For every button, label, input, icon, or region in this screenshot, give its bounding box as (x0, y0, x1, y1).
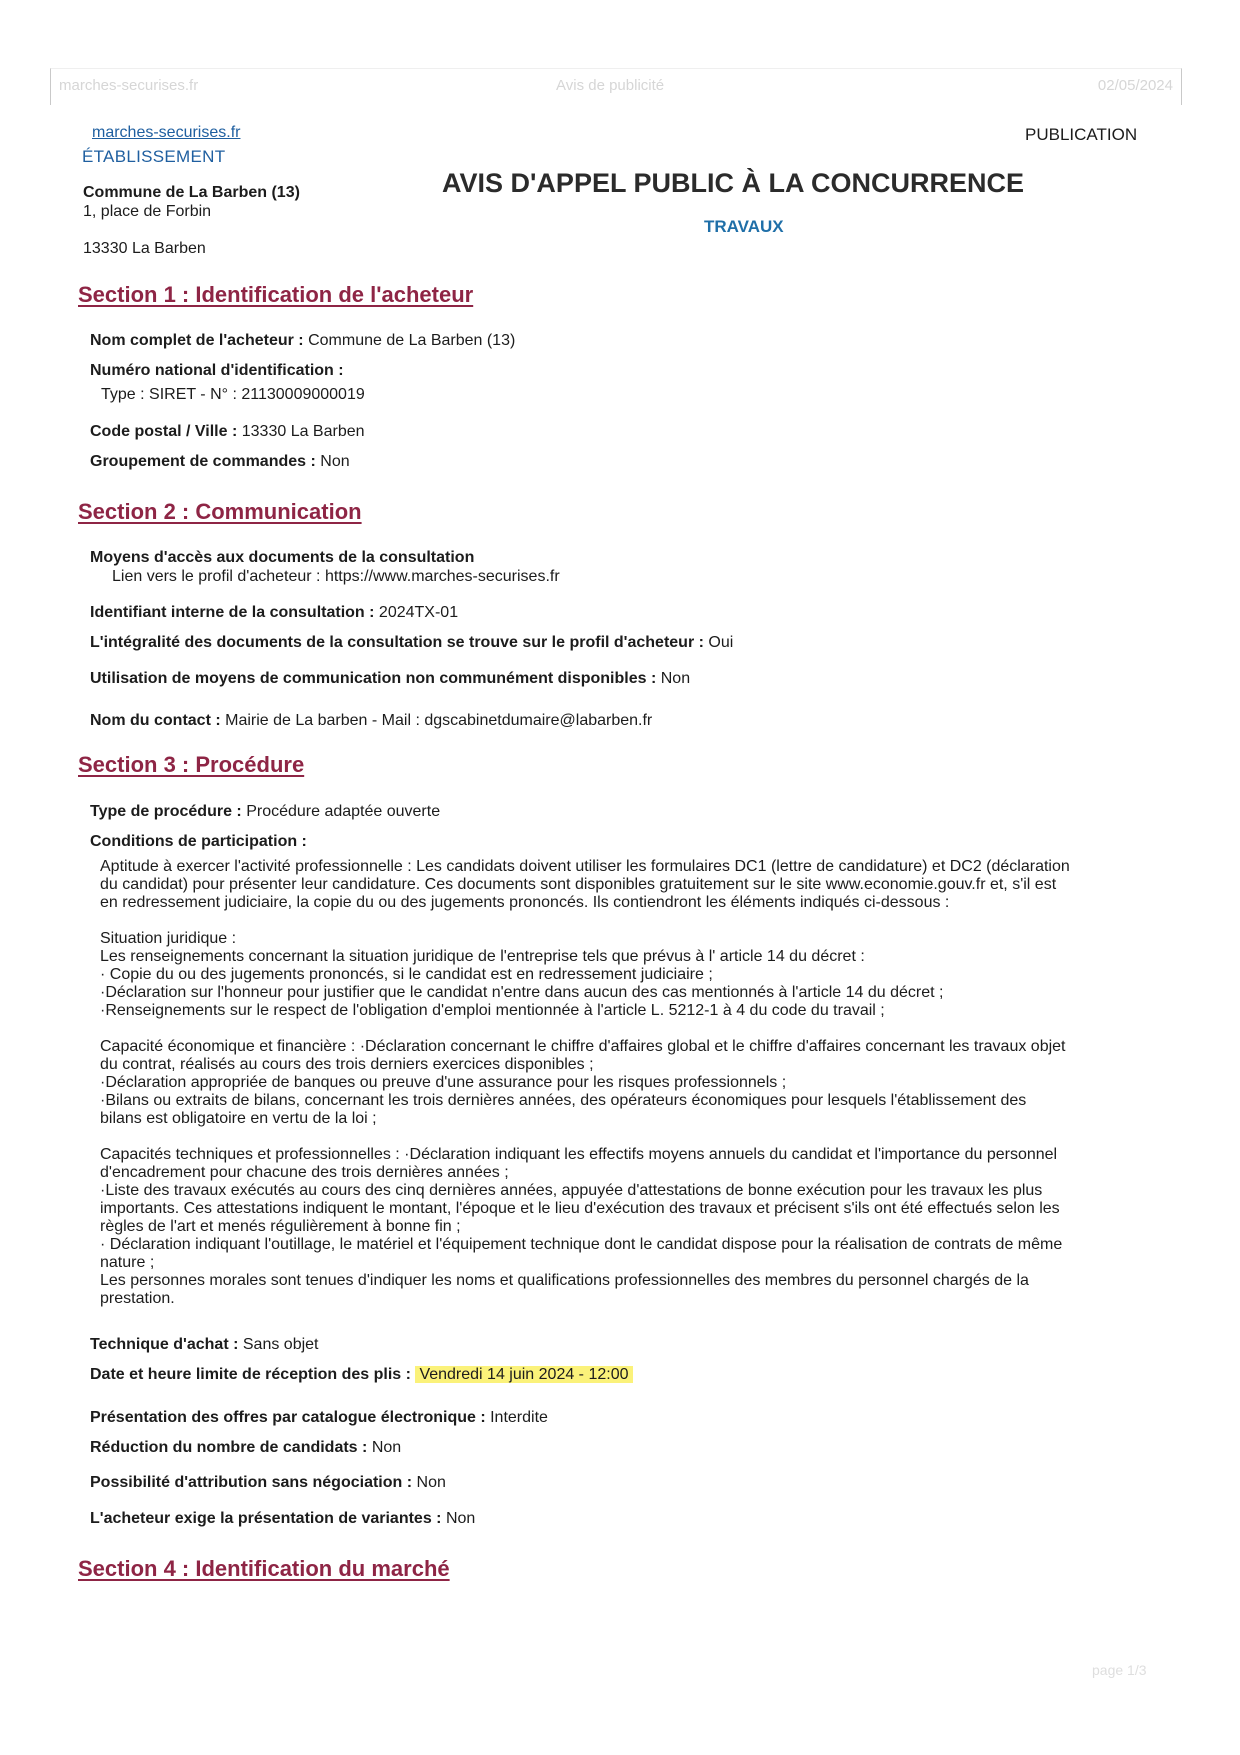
field-procedure-type (90, 803, 440, 821)
field-label: Nom du contact : (90, 712, 221, 729)
field-order-grouping (90, 453, 350, 471)
buyer-profile-link[interactable]: Lien vers le profil d'acheteur : https://www.marches-securises.fr (112, 568, 560, 585)
field-label: Moyens d'accès aux documents de la consultation (90, 549, 475, 566)
participation-conditions-label (90, 833, 307, 851)
blank-line (100, 1128, 1140, 1146)
field-buyer-fullname (90, 332, 515, 350)
text-line: Les renseignements concernant la situation juridique de l'entreprise tels que prévus à l' article 14 du décret : (100, 948, 865, 965)
text-line: en redressement judiciaire, la copie du ou des jugements prononcés. Ils contiendront les éléments indiqués ci-dessous : (100, 894, 950, 911)
text-line: d'encadrement pour chacune des trois dernières années ; (100, 1164, 509, 1181)
text-line: prestation. (100, 1290, 175, 1307)
buyer-address: 1, place de Forbin (83, 203, 212, 220)
field-award-without-negotiation (90, 1474, 446, 1492)
field-label: Conditions de participation : (90, 833, 307, 850)
print-header-date: 02/05/2024 (1097, 77, 1173, 94)
buyer-name: Commune de La Barben (13) (83, 184, 300, 201)
field-label: Présentation des offres par catalogue électronique : (90, 1409, 486, 1426)
field-label: L'acheteur exige la présentation de variantes : (90, 1510, 442, 1527)
field-uncommon-means (90, 670, 690, 688)
field-label: Possibilité d'attribution sans négociation : (90, 1474, 413, 1491)
field-label: Type de procédure : (90, 803, 242, 820)
text-line: ·Déclaration appropriée de banques ou preuve d'une assurance pour les risques professionnels ; (100, 1074, 787, 1091)
field-documents-complete (90, 634, 733, 652)
field-label: Technique d'achat : (90, 1336, 239, 1353)
text-line: ·Liste des travaux exécutés au cours des cinq dernières années, appuyée d'attestations de bonne exécution pour les travaux les plus (100, 1182, 1043, 1199)
publication-label: PUBLICATION (1025, 125, 1138, 144)
section-2-title: Section 2 : Communication (78, 499, 362, 524)
field-label: Date et heure limite de réception des plis : (90, 1366, 411, 1383)
field-value: Interdite (490, 1409, 548, 1426)
text-line: règles de l'art et menés régulièrement à bonne fin ; (100, 1218, 461, 1235)
field-label: L'intégralité des documents de la consultation se trouve sur le profil d'acheteur : (90, 634, 704, 651)
text-line: · Déclaration indiquant l'outillage, le matériel et l'équipement technique dont le candidat dispose pour la réalisation de contrats de même (100, 1236, 1063, 1253)
field-value: 2024TX-01 (378, 604, 459, 621)
field-label: Utilisation de moyens de communication non communément disponibles : (90, 670, 657, 687)
text-line: Les personnes morales sont tenues d'indiquer les noms et qualifications professionnelles des membres du personnel chargés de la (100, 1272, 1029, 1289)
text-line: · Copie du ou des jugements prononcés, si le candidat est en redressement judiciaire ; (100, 966, 713, 983)
blank-line (100, 912, 1140, 930)
field-deadline (90, 1366, 633, 1384)
field-electronic-catalogue (90, 1409, 548, 1427)
blank-line (100, 1020, 1140, 1038)
text-line: Situation juridique : (100, 930, 237, 947)
field-value: Non (416, 1474, 446, 1491)
text-line: du candidat) pour présenter leur candidature. Ces documents sont disponibles gratuitement sur le site www.economie.gouv.fr et, s'il est (100, 876, 1057, 893)
field-label: Identifiant interne de la consultation : (90, 604, 375, 621)
text-line: ·Bilans ou extraits de bilans, concernant les trois dernières années, des opérateurs économiques pour lesquels l'établissement des (100, 1092, 1027, 1109)
page-subtitle: TRAVAUX (704, 217, 784, 236)
deadline-highlight: Vendredi 14 juin 2024 - 12:00 (415, 1366, 632, 1383)
field-value: Oui (708, 634, 734, 651)
text-line: ·Déclaration sur l'honneur pour justifier que le candidat n'entre dans aucun des cas mentionnés à l'article 14 du décret ; (100, 984, 944, 1001)
field-value: 13330 La Barben (241, 423, 365, 440)
section-3-title: Section 3 : Procédure (78, 752, 305, 777)
field-value: Procédure adaptée ouverte (246, 803, 441, 820)
section-4-title: Section 4 : Identification du marché (78, 1556, 450, 1581)
page-number: page 1/3 (1092, 1662, 1147, 1678)
participation-conditions-text (100, 858, 1140, 1308)
text-line: Aptitude à exercer l'activité professionnelle : Les candidats doivent utiliser les formulaires DC1 (lettre de candidature) et DC2 (déclaration (100, 858, 1070, 875)
text-line: Capacités techniques et professionnelles : ·Déclaration indiquant les effectifs moyens annuels du candidat et l'importance du personnel (100, 1146, 1058, 1163)
siret-line: Type : SIRET - N° : 21130009000019 (101, 386, 365, 403)
field-label: Groupement de commandes : (90, 453, 316, 470)
field-internal-id (90, 604, 458, 622)
field-postal-city (90, 423, 365, 441)
field-label: Numéro national d'identification : (90, 362, 344, 379)
text-line: ·Renseignements sur le respect de l'obligation d'emploi mentionnée à l'article L. 5212-1 à 4 du code du travail ; (100, 1002, 885, 1019)
page-title: AVIS D'APPEL PUBLIC À LA CONCURRENCE (442, 168, 1024, 198)
field-candidate-reduction (90, 1439, 401, 1457)
text-line: du contrat, réalisés au cours des trois derniers exercices disponibles ; (100, 1056, 594, 1073)
field-value: Non (320, 453, 350, 470)
section-1-title: Section 1 : Identification de l'acheteur (78, 282, 474, 307)
field-value: Commune de La Barben (13) (308, 332, 516, 349)
field-value: Sans objet (242, 1336, 319, 1353)
text-line: nature ; (100, 1254, 155, 1271)
buyer-city: 13330 La Barben (83, 240, 206, 257)
print-header-site: marches-securises.fr (59, 77, 199, 94)
access-documents-label (90, 549, 474, 567)
field-label: Code postal / Ville : (90, 423, 238, 440)
text-line: bilans est obligatoire en vertu de la loi ; (100, 1110, 377, 1127)
field-label: Réduction du nombre de candidats : (90, 1439, 368, 1456)
establishment-label: ÉTABLISSEMENT (82, 147, 226, 166)
text-line: importants. Ces attestations indiquent le montant, l'époque et le lieu d'exécution des travaux et précisent s'ils ont été effectués selon les (100, 1200, 1060, 1217)
field-contact (90, 712, 652, 730)
field-value: Non (445, 1510, 476, 1527)
field-label: Nom complet de l'acheteur : (90, 332, 304, 349)
text-line: Capacité économique et financière : ·Déclaration concernant le chiffre d'affaires global et le chiffre d'affaires concernant les travaux objet (100, 1038, 1066, 1055)
field-value: Non (371, 1439, 402, 1456)
field-national-id (90, 362, 344, 380)
print-header (50, 68, 1182, 105)
field-variants (90, 1510, 475, 1528)
field-value: Mairie de La barben - Mail : dgscabinetdumaire@labarben.fr (225, 712, 653, 729)
field-value: Non (660, 670, 691, 687)
print-header-title: Avis de publicité (556, 77, 665, 94)
site-link[interactable]: marches-securises.fr (92, 124, 241, 141)
field-purchase-technique (90, 1336, 318, 1354)
